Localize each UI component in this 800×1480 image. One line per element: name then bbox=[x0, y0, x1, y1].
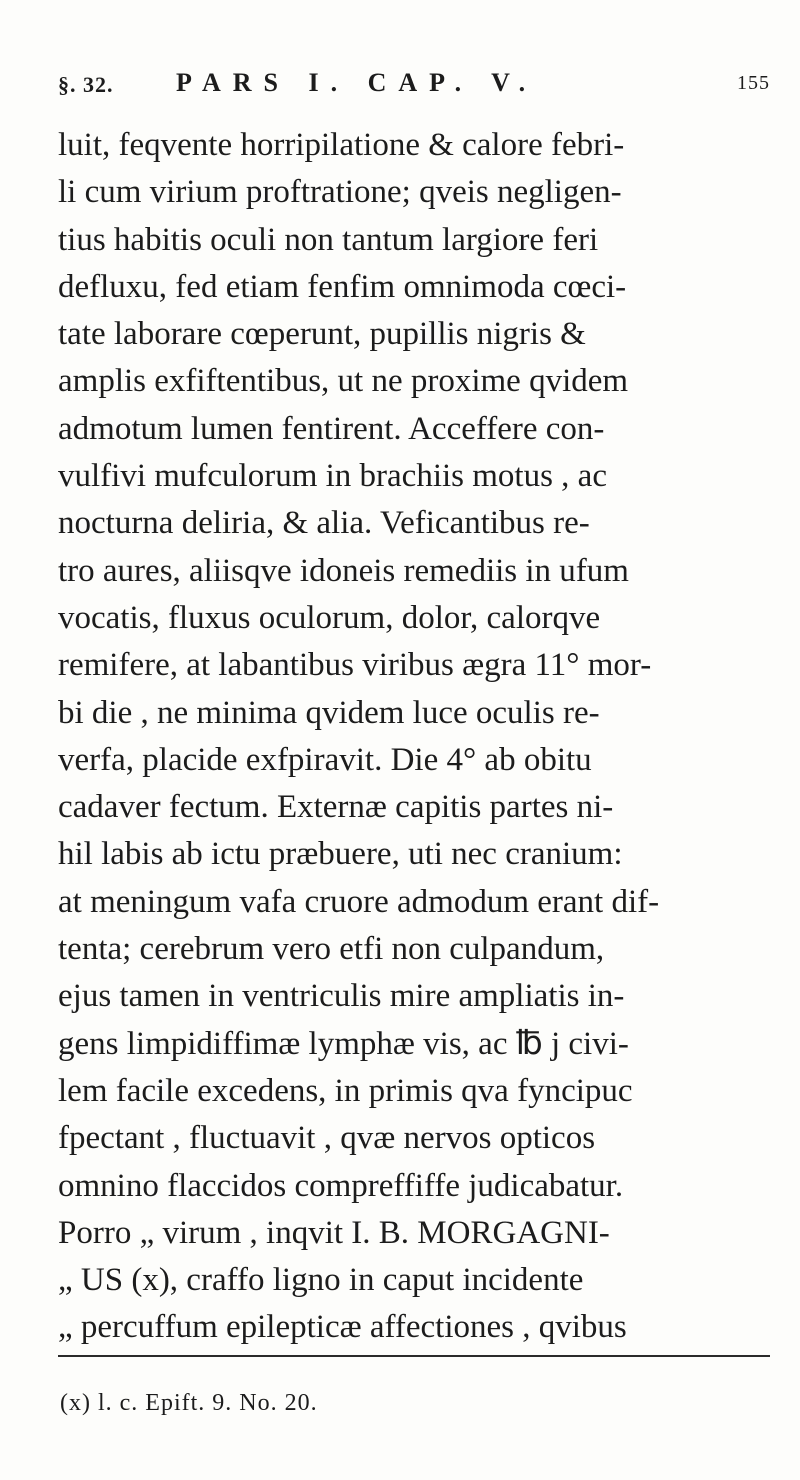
text-line: vocatis, fluxus oculorum, dolor, calorqve bbox=[58, 599, 601, 636]
text-line: at meningum vafa cruore admodum erant dif- bbox=[58, 883, 660, 920]
text-line: „ percuffum epilepticæ affectiones , qvibus bbox=[58, 1309, 627, 1346]
footnote-divider bbox=[58, 1355, 770, 1357]
text-line: luit, feqvente horripilatione & calore febri- bbox=[58, 127, 625, 163]
text-line: ejus tamen in ventriculis mire ampliatis in- bbox=[58, 978, 625, 1015]
text-line: tenta; cerebrum vero etfi non culpandum, bbox=[58, 931, 605, 968]
text-line: admotum lumen fentirent. Acceffere con- bbox=[58, 410, 605, 447]
text-line: gens limpidiffimæ lymphæ vis, ac ℔ j civi- bbox=[58, 1025, 629, 1062]
text-line: lem facile excedens, in primis qva fyncipuc bbox=[58, 1072, 633, 1109]
text-line: tate laborare cœperunt, pupillis nigris & bbox=[58, 316, 586, 353]
chapter-title: PARS I. CAP. V. bbox=[176, 68, 538, 97]
text-line: vulfivi mufculorum in brachiis motus , ac bbox=[58, 458, 607, 495]
footnote: (x) l. c. Epift. 9. No. 20. bbox=[60, 1390, 318, 1416]
text-line: remifere, at labantibus viribus ægra 11° mor- bbox=[58, 647, 652, 684]
text-line: „ US (x), craffo ligno in caput incidente bbox=[58, 1262, 584, 1299]
text-line: defluxu, fed etiam fenfim omnimoda cœci- bbox=[58, 268, 627, 305]
text-line: verfa, placide exfpiravit. Die 4° ab obitu bbox=[58, 741, 592, 778]
text-line: Porro „ virum , inqvit I. B. MORGAGNI- bbox=[58, 1214, 610, 1251]
text-line: li cum virium proftratione; qveis negligen- bbox=[58, 174, 622, 211]
body-text bbox=[58, 122, 778, 1352]
text-line: amplis exfiftentibus, ut ne proxime qvidem bbox=[58, 363, 629, 400]
text-line: nocturna deliria, & alia. Veficantibus re- bbox=[58, 505, 590, 542]
text-line: tro aures, aliisqve idoneis remediis in ufum bbox=[58, 552, 629, 589]
text-line: omnino flaccidos compreffiffe judicabatur. bbox=[58, 1167, 624, 1204]
text-line: tius habitis oculi non tantum largiore feri bbox=[58, 221, 599, 258]
text-line: cadaver fectum. Externæ capitis partes ni- bbox=[58, 789, 614, 826]
running-head bbox=[58, 68, 770, 108]
text-line: hil labis ab ictu præbuere, uti nec cranium: bbox=[58, 836, 623, 873]
section-number: §. 32. bbox=[58, 72, 114, 97]
page-number: 155 bbox=[737, 72, 770, 94]
text-line: bi die , ne minima qvidem luce oculis re- bbox=[58, 694, 600, 731]
text-line: fpectant , fluctuavit , qvæ nervos opticos bbox=[58, 1120, 596, 1157]
